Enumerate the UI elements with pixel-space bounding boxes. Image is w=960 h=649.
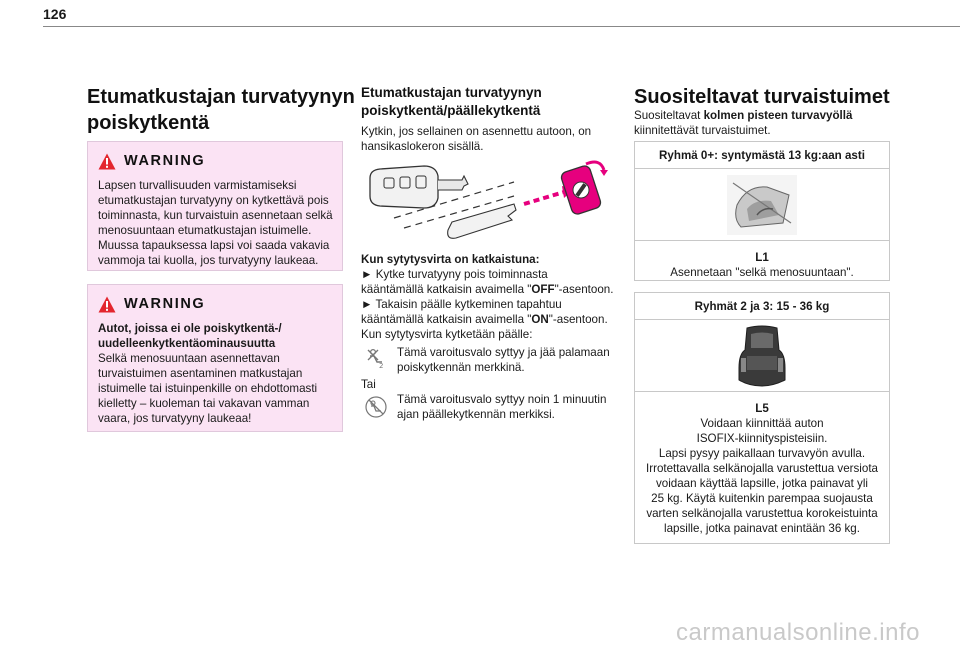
col2-intro-line: Kytkin, jos sellainen on asennettu autoon, on (361, 125, 592, 138)
top-rule (43, 26, 960, 27)
lamp2-desc (397, 392, 627, 422)
svg-text:2: 2 (379, 362, 384, 369)
warning2-line: Selkä menosuuntaan asennettavan (98, 352, 280, 365)
col1-title-line2: poiskytkentä (87, 112, 210, 134)
lamp1-desc (397, 345, 627, 375)
key-fob-icon (370, 166, 468, 208)
group2-line: varten selkänojalla varustettua korokeistuinta (646, 507, 878, 520)
warning2-line: vaara, jos turvatyyny laukeaa! (98, 412, 252, 425)
step1-pre: kääntämällä katkaisin avaimella " (361, 283, 532, 296)
col3-intro-pre: Suositeltavat (634, 109, 704, 122)
warning-text-2 (98, 321, 336, 426)
group2-line: ISOFIX-kiinnityspisteisiin. (696, 432, 828, 445)
lamp2-line: ajan päällekytkennän merkiksi. (397, 408, 555, 421)
step1-line (361, 282, 631, 297)
step1-post: "-asentoon. (554, 283, 614, 296)
warning1-line: menosuuntaan etumatkustajan istuimelle. (98, 224, 312, 237)
ignition-off-heading: Kun sytytysvirta on katkaistuna: (361, 253, 540, 266)
airbag-switch-icon (560, 162, 608, 216)
step2-line (361, 312, 631, 327)
col3-intro-line: kiinnitettävät turvaistuimet. (634, 124, 771, 137)
group2-line: Irrotettavalla selkänojalla varustettua versiota (646, 462, 878, 475)
col2-intro-line: hansikaslokeron sisällä. (361, 140, 484, 153)
col3-intro-bold: kolmen pisteen turvavyöllä (703, 109, 853, 122)
group2-line: voidaan käyttää lapsille, jotka painavat yli (655, 477, 869, 490)
warning-header-2 (98, 295, 205, 313)
lamp1-line: Tämä varoitusvalo syttyy ja jää palamaan (397, 346, 610, 359)
page-number: 126 (43, 6, 67, 22)
warning2-bold-line: Autot, joissa ei ole poiskytkentä-/ (98, 322, 282, 335)
step2-line: ► Takaisin päälle kytkeminen tapahtuu (361, 298, 562, 311)
col2-title-line2: poiskytkentä/päällekytkentä (361, 103, 541, 118)
seat-code-l1: L1 (755, 251, 769, 264)
warning2-line: turvaistuimen asentaminen matkustajan (98, 367, 303, 380)
airbag-off-warning-lamp-icon (365, 347, 387, 369)
warning-triangle-icon (98, 296, 116, 313)
col3-intro (634, 108, 904, 138)
step2-pre: kääntämällä katkaisin avaimella " (361, 313, 532, 326)
lamp1-line: poiskytkennän merkkinä. (397, 361, 525, 374)
warning1-line: Muussa tapauksessa lapsi voi saada vakavia (98, 239, 330, 252)
group2-image-cell (635, 320, 889, 392)
ignition-on-heading: Kun sytytysvirta kytketään päälle: (361, 328, 533, 341)
warning-text-1 (98, 178, 336, 268)
warning-box-2 (87, 284, 343, 432)
warning2-bold-line: uudelleenkytkentäominausuutta (98, 337, 276, 350)
group2-header: Ryhmät 2 ja 3: 15 - 36 kg (635, 293, 889, 320)
warning-title-2: WARNING (124, 296, 206, 312)
col3-title: Suositeltavat turvaistuimet (634, 86, 890, 108)
col2-intro (361, 124, 621, 154)
airbag-on-warning-lamp-icon (365, 396, 387, 418)
group2-line: lapsille, jotka painavat enintään 36 kg. (664, 522, 860, 535)
col1-title-line1: Etumatkustajan turvatyynyn (87, 86, 355, 108)
key-blade-icon (448, 204, 516, 238)
group1-body (635, 250, 889, 280)
booster-seat-image (733, 324, 791, 388)
warning-triangle-icon (98, 153, 116, 170)
or-text: Tai (361, 378, 376, 391)
key-switch-illustration (364, 156, 614, 244)
warning-title-1: WARNING (124, 153, 206, 169)
group2-line: Voidaan kiinnittää auton (700, 417, 824, 430)
step1-off-label: OFF (531, 283, 555, 296)
step1-line: ► Kytke turvatyyny pois toiminnasta (361, 268, 548, 281)
group2-line: 25 kg. Käytä kuitenkin parempaa suojausta (651, 492, 873, 505)
watermark: carmanualsonline.info (676, 619, 920, 646)
warning1-line: Lapsen turvallisuuden varmistamiseksi (98, 179, 297, 192)
group1-header: Ryhmä 0+: syntymästä 13 kg:aan asti (635, 142, 889, 169)
rear-facing-seat-image (727, 175, 797, 235)
lamp2-line: Tämä varoitusvalo syttyy noin 1 minuutin (397, 393, 607, 406)
warning1-line: vammoja tai kuolla, jos turvatyyny laukeaa. (98, 254, 319, 267)
seat-table-group2 (634, 292, 890, 544)
warning2-line: istuimelle tai istuinpenkille on ehdottomasti (98, 382, 318, 395)
group2-line: Lapsi pysyy paikallaan turvavyön avulla. (658, 447, 866, 460)
seat-table-group1 (634, 141, 890, 281)
group2-body (635, 401, 889, 536)
col2-title (361, 84, 621, 120)
col2-title-line1: Etumatkustajan turvatyynyn (361, 85, 542, 100)
warning1-line: etumatkustajan turvatyyny on kytkettävä pois (98, 194, 329, 207)
warning-box-1 (87, 141, 343, 271)
warning2-line: kielletty – kuoleman tai vakavan vamman (98, 397, 310, 410)
col2-steps (361, 252, 631, 342)
warning1-line: toiminnasta, kun turvaistuin asennetaan selkä (98, 209, 333, 222)
col1-title (87, 84, 357, 136)
step2-on-label: ON (531, 313, 549, 326)
warning-header-1 (98, 152, 205, 170)
seat-code-l5: L5 (755, 402, 769, 415)
group1-image-cell (635, 169, 889, 241)
col3-intro-line (634, 108, 904, 123)
group1-desc: Asennetaan "selkä menosuuntaan". (670, 266, 854, 279)
step2-post: "-asentoon. (548, 313, 608, 326)
